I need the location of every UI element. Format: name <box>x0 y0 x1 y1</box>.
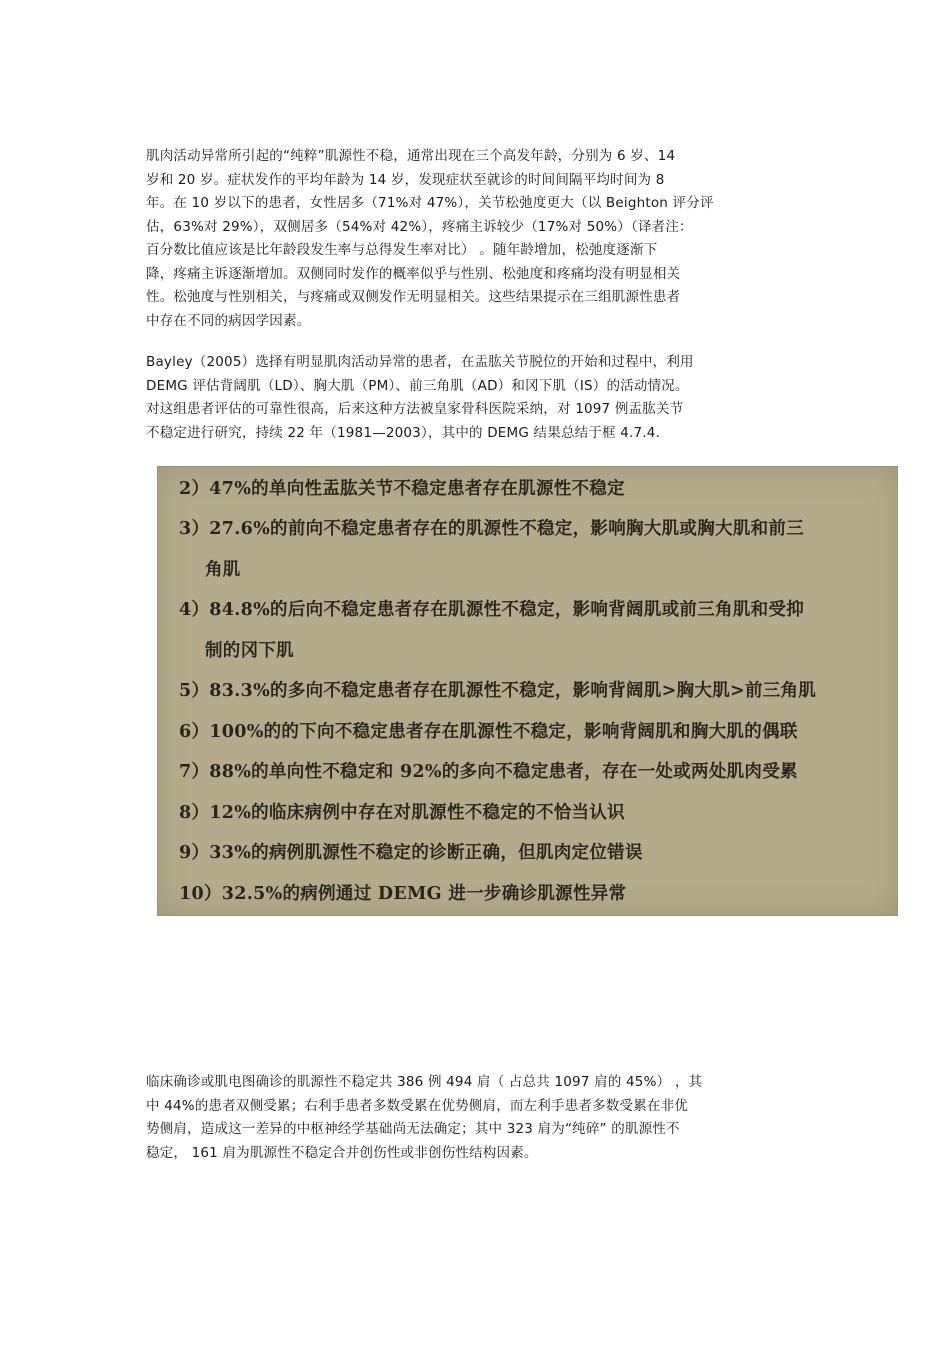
figure-item: 2）47%的单向性盂肱关节不稳定患者存在肌源性不稳定 <box>179 479 625 499</box>
text-line: 岁和 20 岁。症状发作的平均年龄为 14 岁，发现症状至就诊的时间间隔平均时间为 8 <box>146 171 665 188</box>
text-line: Bayley（2005）选择有明显肌肉活动异常的患者，在盂肱关节脱位的开始和过程中，利用 <box>146 354 694 370</box>
figure-item-continuation: 角肌 <box>205 560 241 580</box>
text-line: 对这组患者评估的可靠性很高，后来这种方法被皇家骨科医院采纳，对 1097 例盂肱关节 <box>146 401 684 417</box>
figure-item: 8）12%的临床病例中存在对肌源性不稳定的不恰当认识 <box>179 803 625 823</box>
figure-item: 5）83.3%的多向不稳定患者存在肌源性不稳定，影响背阔肌>胸大肌>前三角肌 <box>179 681 817 701</box>
figure-item-continuation: 制的冈下肌 <box>205 641 294 661</box>
paragraph-clinical-diagnosis <box>146 1071 810 1165</box>
figure-item: 10）32.5%的病例通过 DEMG 进一步确诊肌源性异常 <box>179 884 627 904</box>
text-line: 临床确诊或肌电图确诊的肌源性不稳定共 386 例 494 肩（ 占总共 1097 肩的 45%） ，其 <box>146 1074 703 1090</box>
paragraph-age-distribution <box>146 145 810 333</box>
text-line: DEMG 评估背阔肌（LD）、胸大肌（PM）、前三角肌（AD）和冈下肌（IS）的活动情况。 <box>146 377 689 394</box>
text-line: 不稳定进行研究，持续 22 年（1981—2003），其中的 DEMG 结果总结于框 4.7.4. <box>146 424 661 441</box>
text-line: 势侧肩，造成这一差异的中枢神经学基础尚无法确定；其中 323 肩为“纯碎” 的肌源性不 <box>146 1121 680 1137</box>
figure-item: 7）88%的单向性不稳定和 92%的多向不稳定患者，存在一处或两处肌肉受累 <box>179 762 798 782</box>
text-line: 肌肉活动异常所引起的“纯粹”肌源性不稳，通常出现在三个高发年龄，分别为 6 岁、14 <box>146 148 676 164</box>
text-line: 估，63%对 29%），双侧居多（54%对 42%），疼痛主诉较少（17%对 50%）（译者注： <box>146 218 693 235</box>
text-line: 降，疼痛主诉逐渐增加。双侧同时发作的概率似乎与性别、松弛度和疼痛均没有明显相关 <box>146 265 681 282</box>
figure-item: 3）27.6%的前向不稳定患者存在的肌源性不稳定，影响胸大肌或胸大肌和前三 <box>179 519 805 539</box>
text-line: 年。在 10 岁以下的患者，女性居多（71%对 47%），关节松弛度更大（以 Beighton 评分评 <box>146 195 714 211</box>
figure-item: 9）33%的病例肌源性不稳定的诊断正确，但肌肉定位错误 <box>179 843 643 863</box>
text-line: 中 44%的患者双侧受累；右利手患者多数受累在优势侧肩，而左利手患者多数受累在非优 <box>146 1097 688 1114</box>
box-4-7-4-figure <box>157 466 898 916</box>
text-line: 性。松弛度与性别相关，与疼痛或双侧发作无明显相关。这些结果提示在三组肌源性患者 <box>146 289 681 305</box>
figure-item: 4）84.8%的后向不稳定患者存在肌源性不稳定，影响背阔肌或前三角肌和受抑 <box>179 600 805 620</box>
text-line: 稳定， 161 肩为肌源性不稳定合并创伤性或非创伤性结构因素。 <box>146 1144 538 1161</box>
paragraph-bayley-demg <box>146 351 810 445</box>
text-line: 中存在不同的病因学因素。 <box>146 312 311 329</box>
text-line: 百分数比值应该是比年龄段发生率与总得发生率对比） 。随年龄增加，松弛度逐渐下 <box>146 242 658 258</box>
figure-item: 6）100%的的下向不稳定患者存在肌源性不稳定，影响背阔肌和胸大肌的偶联 <box>179 722 798 742</box>
